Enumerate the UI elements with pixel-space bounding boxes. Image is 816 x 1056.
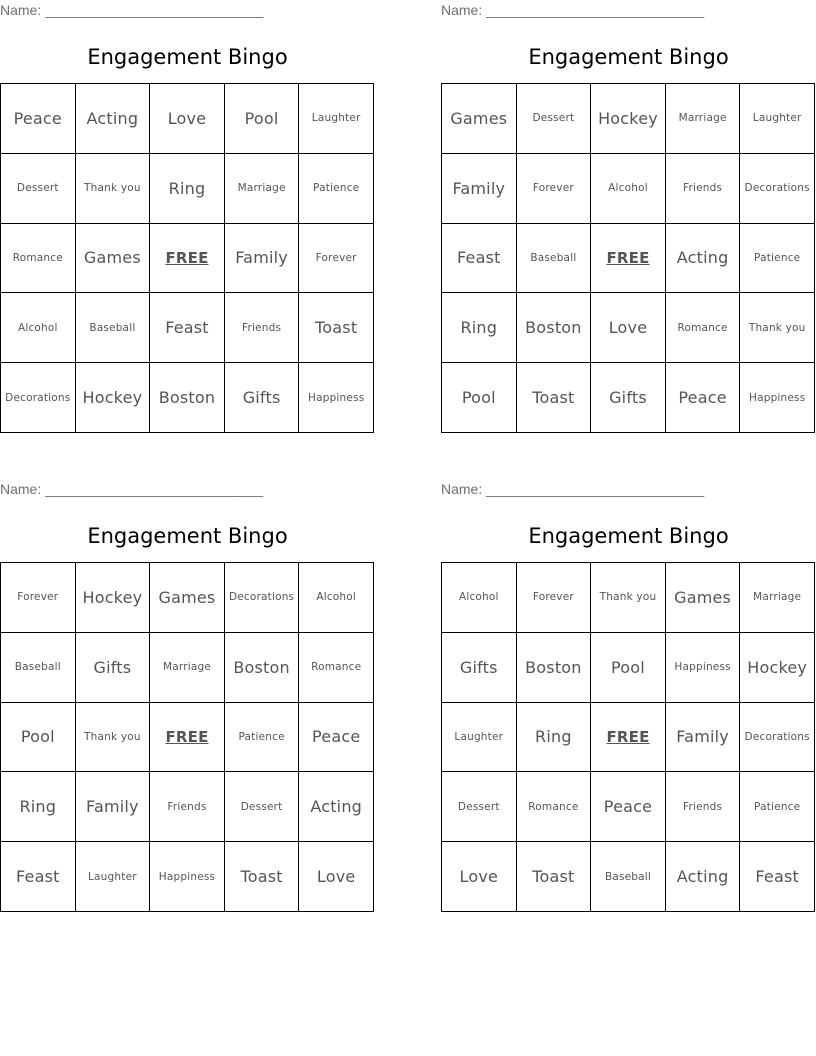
bingo-cell: Pool [442,363,517,433]
bingo-cell: Decorations [740,703,815,773]
bingo-cell: Happiness [740,363,815,433]
bingo-cell: Peace [1,84,76,154]
bingo-cell: Thank you [76,154,151,224]
bingo-cell: Love [591,293,666,363]
bingo-cell: Boston [517,633,592,703]
bingo-cell: Feast [740,842,815,912]
bingo-cell: Forever [1,563,76,633]
bingo-cell: Hockey [76,363,151,433]
bingo-cell: Ring [1,772,76,842]
bingo-grid [0,83,374,433]
bingo-cell: Patience [740,772,815,842]
bingo-cell: Pool [225,84,300,154]
bingo-cell: Family [225,224,300,294]
bingo-cell: Gifts [442,633,517,703]
name-line: Name: ____________________________ [441,481,705,497]
bingo-cell: Dessert [442,772,517,842]
bingo-cell: Ring [442,293,517,363]
bingo-cell: Happiness [150,842,225,912]
free-space-cell: FREE [591,703,666,773]
bingo-cell: Romance [299,633,374,703]
bingo-cell: Decorations [1,363,76,433]
bingo-cell: Alcohol [442,563,517,633]
bingo-cell: Laughter [740,84,815,154]
bingo-cell: Alcohol [299,563,374,633]
name-line: Name: ____________________________ [441,2,705,18]
bingo-cell: Laughter [76,842,151,912]
bingo-cell: Dessert [225,772,300,842]
card-title: Engagement Bingo [87,524,288,548]
card-title: Engagement Bingo [528,524,729,548]
bingo-cell: Marriage [666,84,741,154]
bingo-cell: Acting [76,84,151,154]
bingo-cell: Baseball [1,633,76,703]
bingo-cell: Pool [591,633,666,703]
bingo-cell: Romance [666,293,741,363]
bingo-cell: Games [442,84,517,154]
bingo-grid [441,562,815,912]
bingo-cell: Baseball [76,293,151,363]
bingo-cell: Feast [442,224,517,294]
bingo-grid [441,83,815,433]
bingo-cell: Toast [517,842,592,912]
bingo-cell: Peace [591,772,666,842]
bingo-cell: Patience [225,703,300,773]
bingo-cell: Games [150,563,225,633]
card-title: Engagement Bingo [528,45,729,69]
bingo-cell: Pool [1,703,76,773]
bingo-cell: Happiness [299,363,374,433]
bingo-cell: Acting [299,772,374,842]
bingo-cell: Gifts [591,363,666,433]
bingo-cell: Hockey [591,84,666,154]
bingo-cell: Gifts [225,363,300,433]
bingo-cell: Marriage [225,154,300,224]
bingo-cell: Hockey [76,563,151,633]
free-space-cell: FREE [150,703,225,773]
bingo-cell: Peace [666,363,741,433]
bingo-cell: Thank you [591,563,666,633]
bingo-cell: Marriage [740,563,815,633]
bingo-cell: Hockey [740,633,815,703]
bingo-cell: Feast [150,293,225,363]
bingo-grid [0,562,374,912]
bingo-cell: Baseball [517,224,592,294]
bingo-cell: Friends [225,293,300,363]
bingo-cell: Family [442,154,517,224]
bingo-cell: Boston [517,293,592,363]
bingo-cell: Family [76,772,151,842]
bingo-cell: Toast [517,363,592,433]
bingo-cell: Romance [517,772,592,842]
bingo-cell: Baseball [591,842,666,912]
name-line: Name: ____________________________ [0,2,264,18]
bingo-cell: Family [666,703,741,773]
bingo-cell: Ring [517,703,592,773]
bingo-cell: Acting [666,842,741,912]
bingo-cell: Ring [150,154,225,224]
bingo-cell: Feast [1,842,76,912]
bingo-cell: Toast [225,842,300,912]
bingo-cell: Boston [225,633,300,703]
bingo-cell: Forever [299,224,374,294]
bingo-cell: Friends [150,772,225,842]
bingo-cell: Dessert [517,84,592,154]
bingo-cell: Acting [666,224,741,294]
bingo-cell: Toast [299,293,374,363]
bingo-cell: Friends [666,772,741,842]
bingo-cell: Thank you [76,703,151,773]
bingo-cell: Forever [517,563,592,633]
bingo-cell: Romance [1,224,76,294]
free-space-cell: FREE [150,224,225,294]
free-space-cell: FREE [591,224,666,294]
bingo-cell: Marriage [150,633,225,703]
bingo-cell: Patience [740,224,815,294]
bingo-cell: Laughter [299,84,374,154]
bingo-cell: Alcohol [1,293,76,363]
bingo-cell: Love [442,842,517,912]
bingo-cell: Games [76,224,151,294]
bingo-cell: Forever [517,154,592,224]
bingo-cell: Games [666,563,741,633]
bingo-cell: Love [150,84,225,154]
bingo-cell: Laughter [442,703,517,773]
bingo-cell: Patience [299,154,374,224]
bingo-cell: Friends [666,154,741,224]
bingo-cell: Peace [299,703,374,773]
bingo-cell: Alcohol [591,154,666,224]
name-line: Name: ____________________________ [0,481,264,497]
bingo-cell: Boston [150,363,225,433]
bingo-cell: Decorations [225,563,300,633]
bingo-cell: Love [299,842,374,912]
bingo-cell: Dessert [1,154,76,224]
card-title: Engagement Bingo [87,45,288,69]
bingo-cell: Thank you [740,293,815,363]
bingo-cell: Gifts [76,633,151,703]
bingo-cell: Happiness [666,633,741,703]
bingo-cell: Decorations [740,154,815,224]
